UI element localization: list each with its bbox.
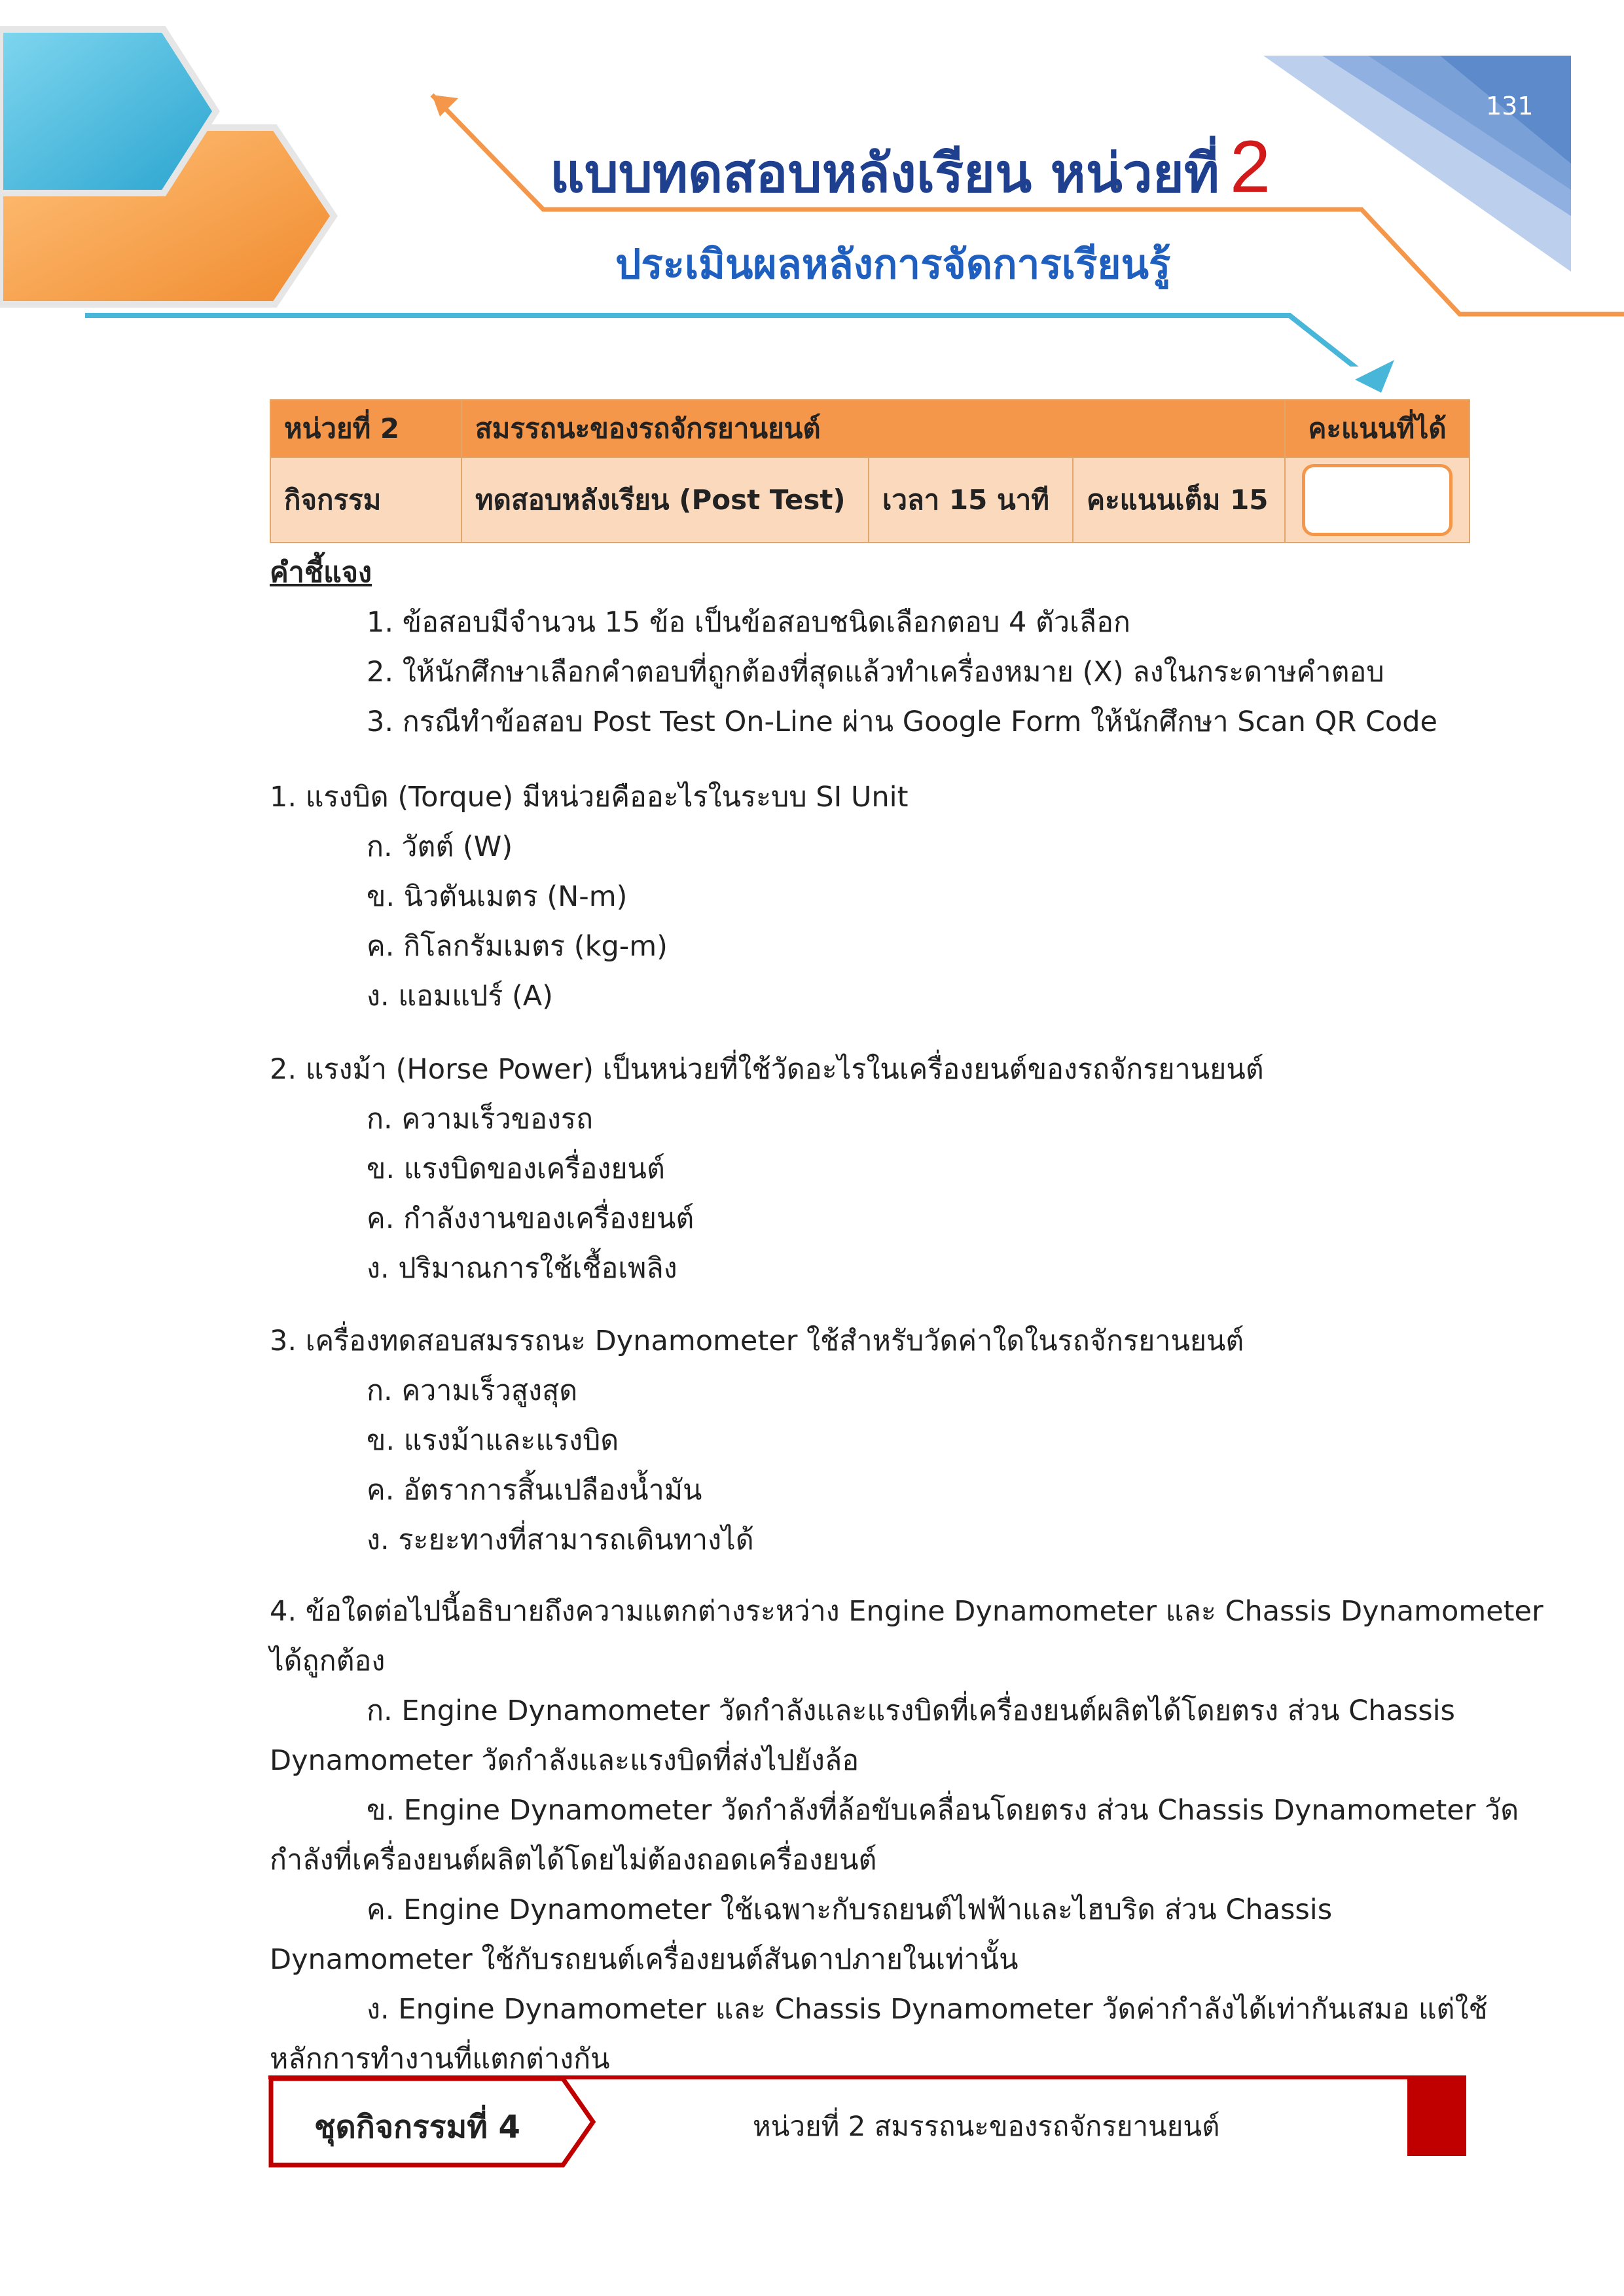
question-4-option: ง. Engine Dynamometer และ Chassis Dynamometer วัดค่ากำลังได้เท่ากันเสมอ แต่ใช้ xyxy=(367,1993,1488,2026)
instruction-item: 3. กรณีทำข้อสอบ Post Test On-Line ผ่าน Google Form ให้นักศึกษา Scan QR Code xyxy=(367,706,1437,738)
info-table xyxy=(270,399,1470,543)
question-2-option: ก. ความเร็วของรถ xyxy=(367,1103,594,1136)
page-title-text: แบบทดสอบหลังเรียน หน่วยที่ xyxy=(550,143,1219,205)
score-label-cell: คะแนนที่ได้ xyxy=(1285,400,1470,457)
info-table-row-activity xyxy=(270,457,1470,543)
question-1-option: ค. กิโลกรัมเมตร (kg-m) xyxy=(367,930,668,963)
question-4-option-continued: หลักการทำงานที่แตกต่างกัน xyxy=(270,2043,610,2075)
question-1-option: ข. นิวตันเมตร (N-m) xyxy=(367,880,628,913)
footer-unit-text: หน่วยที่ 2 สมรรถนะของรถจักรยานยนต์ xyxy=(753,2110,1220,2142)
page-subtitle: ประเมินผลหลังการจัดการเรียนรู้ xyxy=(615,240,1171,288)
full-score-cell: คะแนนเต็ม 15 xyxy=(1073,457,1285,543)
question-4-option: ค. Engine Dynamometer ใช้เฉพาะกับรถยนต์ไฟฟ้าและไฮบริด ส่วน Chassis xyxy=(367,1893,1333,1926)
page-title xyxy=(550,124,1271,216)
unit-name-cell: สมรรถนะของรถจักรยานยนต์ xyxy=(461,400,1285,457)
question-1-stem: 1. แรงบิด (Torque) มีหน่วยคืออะไรในระบบ SI Unit xyxy=(270,781,909,814)
question-1-option: ง. แอมแปร์ (A) xyxy=(367,980,553,1013)
info-table-row-unit xyxy=(270,400,1470,457)
unit-label-cell: หน่วยที่ 2 xyxy=(270,400,461,457)
question-4-option: ก. Engine Dynamometer วัดกำลังและแรงบิดที่เครื่องยนต์ผลิตได้โดยตรง ส่วน Chassis xyxy=(367,1695,1455,1727)
question-4-stem: 4. ข้อใดต่อไปนี้อธิบายถึงความแตกต่างระหว่าง Engine Dynamometer และ Chassis Dynamometer xyxy=(270,1595,1543,1628)
score-box-cell xyxy=(1285,457,1470,543)
footer-activity-set: ชุดกิจกรรมที่ 4 xyxy=(314,2109,520,2145)
question-2-option: ข. แรงบิดของเครื่องยนต์ xyxy=(367,1153,665,1185)
question-3-stem: 3. เครื่องทดสอบสมรรถนะ Dynamometer ใช้สำหรับวัดค่าใดในรถจักรยานยนต์ xyxy=(270,1325,1244,1357)
time-cell: เวลา 15 นาที xyxy=(869,457,1073,543)
question-3-option: ก. ความเร็วสูงสุด xyxy=(367,1374,578,1407)
cyan-arrowhead xyxy=(1335,308,1414,406)
page-title-number: 2 xyxy=(1229,126,1271,207)
activity-label-cell: กิจกรรม xyxy=(270,457,461,543)
question-2-stem: 2. แรงม้า (Horse Power) เป็นหน่วยที่ใช้วัดอะไรในเครื่องยนต์ของรถจักรยานยนต์ xyxy=(270,1053,1264,1086)
question-4-stem-continued: ได้ถูกต้อง xyxy=(270,1645,386,1677)
footer-red-block xyxy=(1407,2079,1466,2156)
instructions-heading: คำชี้แจง xyxy=(270,556,372,589)
question-3-option: ข. แรงม้าและแรงบิด xyxy=(367,1424,619,1457)
question-2-option: ค. กำลังงานของเครื่องยนต์ xyxy=(367,1202,695,1235)
question-4-option-continued: Dynamometer ใช้กับรถยนต์เครื่องยนต์สันดาปภายในเท่านั้น xyxy=(270,1943,1019,1976)
question-1-option: ก. วัตต์ (W) xyxy=(367,831,513,863)
score-input-box[interactable] xyxy=(1302,464,1453,536)
activity-name-cell: ทดสอบหลังเรียน (Post Test) xyxy=(461,457,869,543)
cyan-arrow-line xyxy=(85,315,1388,367)
instruction-item: 1. ข้อสอบมีจำนวน 15 ข้อ เป็นข้อสอบชนิดเลือกตอบ 4 ตัวเลือก xyxy=(367,606,1130,639)
question-3-option: ค. อัตราการสิ้นเปลืองน้ำมัน xyxy=(367,1474,702,1507)
question-4-option: ข. Engine Dynamometer วัดกำลังที่ล้อขับเคลื่อนโดยตรง ส่วน Chassis Dynamometer วัด xyxy=(367,1794,1519,1827)
page-number: 131 xyxy=(1486,92,1534,120)
question-4-option-continued: Dynamometer วัดกำลังและแรงบิดที่ส่งไปยังล้อ xyxy=(270,1744,859,1777)
question-2-option: ง. ปริมาณการใช้เชื้อเพลิง xyxy=(367,1252,677,1285)
question-4-option-continued: กำลังที่เครื่องยนต์ผลิตได้โดยไม่ต้องถอดเครื่องยนต์ xyxy=(270,1844,877,1876)
question-3-option: ง. ระยะทางที่สามารถเดินทางได้ xyxy=(367,1524,754,1556)
instruction-item: 2. ให้นักศึกษาเลือกคำตอบที่ถูกต้องที่สุดแล้วทำเครื่องหมาย (X) ลงในกระดาษคำตอบ xyxy=(367,656,1384,689)
